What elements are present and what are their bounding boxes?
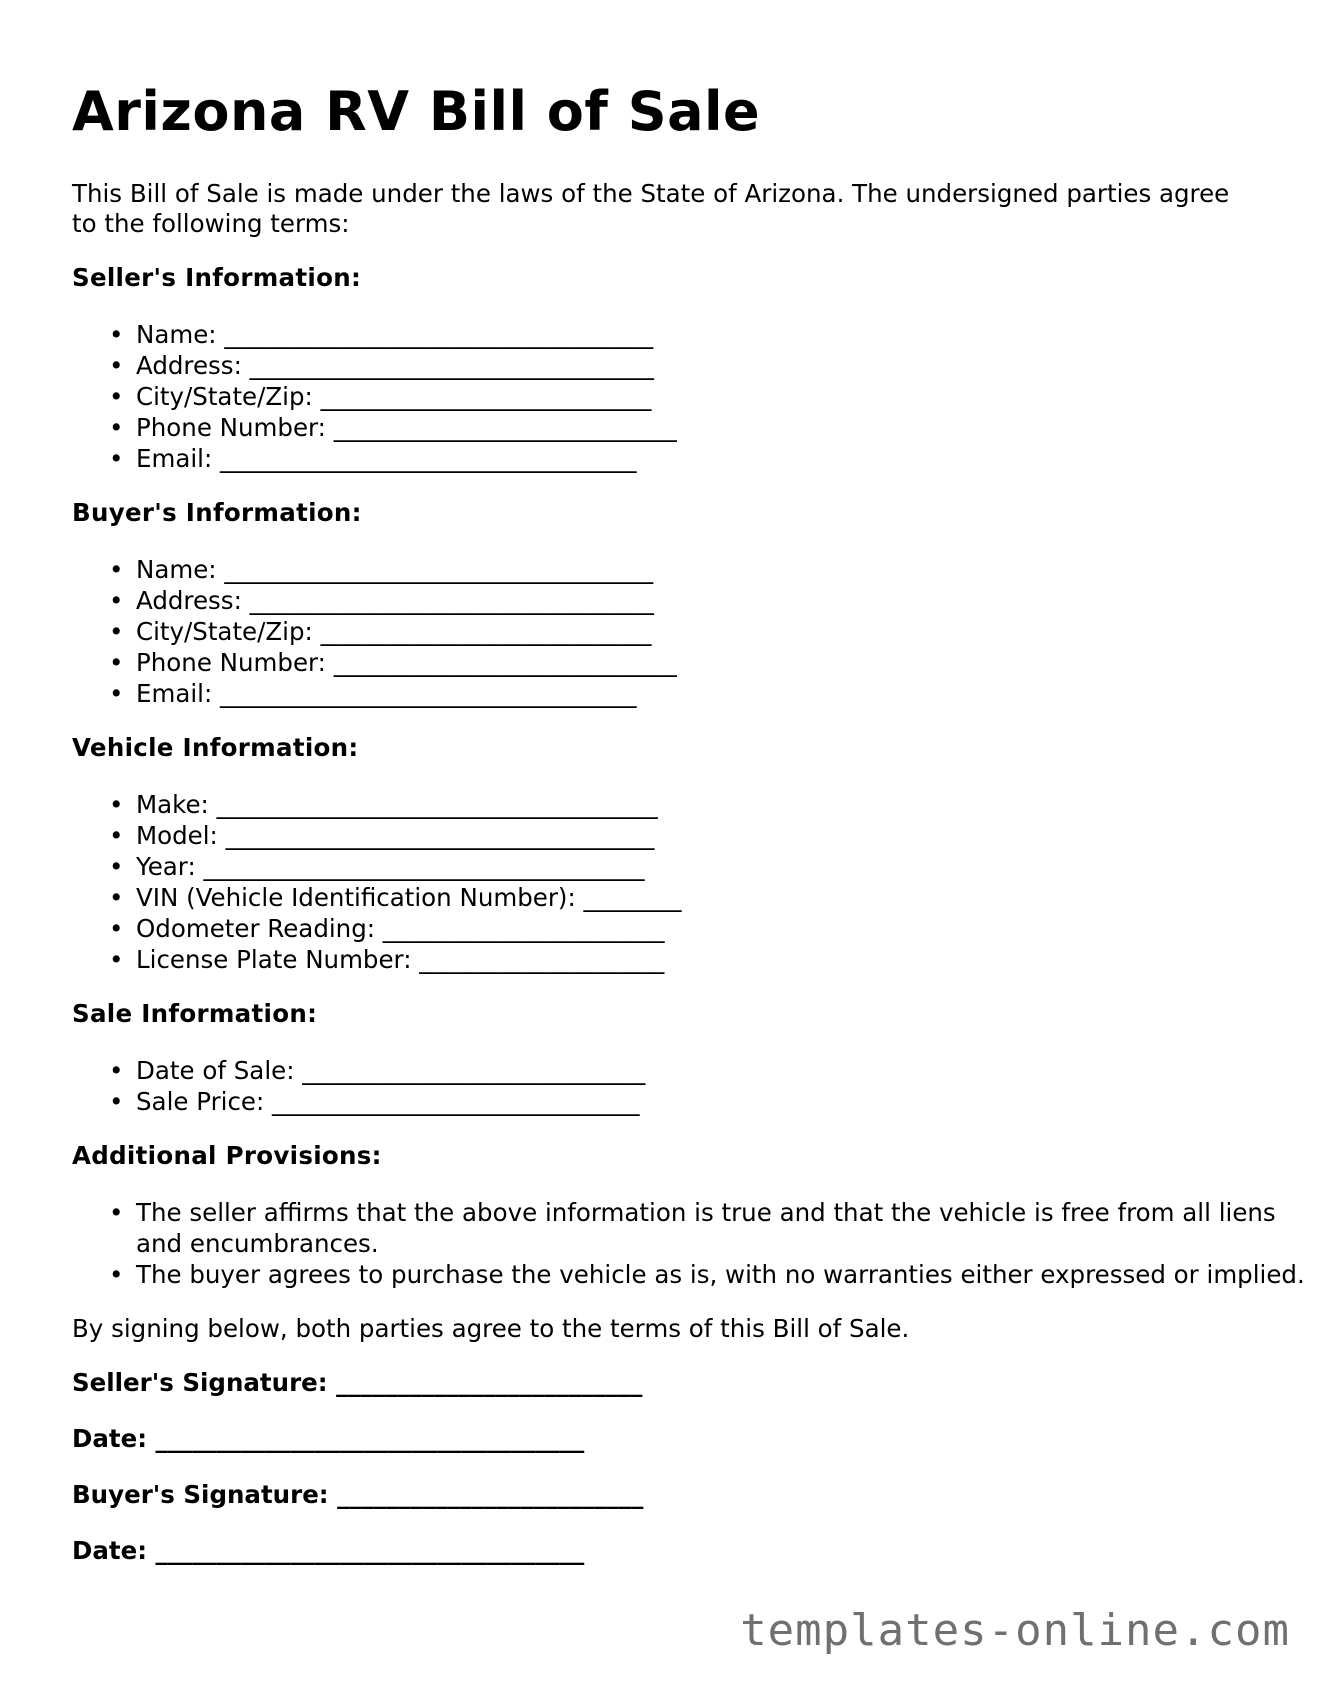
closing-statement: By signing below, both parties agree to the terms of this Bill of Sale.	[72, 1313, 910, 1343]
sale-fields-list	[72, 1055, 1252, 1117]
seller-email-field: • Email: __________________________________	[136, 443, 1252, 474]
buyer-signature-line: Buyer's Signature: _________________________	[72, 1479, 644, 1509]
vehicle-year-field: • Year: ____________________________________	[136, 851, 1252, 882]
buyer-phone-field: • Phone Number: ____________________________	[136, 647, 1252, 678]
watermark: templates-online.com	[740, 1605, 1290, 1656]
sale-price-field: • Sale Price: ______________________________	[136, 1086, 1252, 1117]
vehicle-license-plate-field: • License Plate Number: ____________________	[136, 944, 1252, 975]
seller-address-field: • Address: _________________________________	[136, 350, 1252, 381]
vehicle-heading: Vehicle Information:	[72, 732, 359, 762]
vehicle-model-field: • Model: ___________________________________	[136, 820, 1252, 851]
provision-item: • The buyer agrees to purchase the vehicle as is, with no warranties either expressed or implied.	[136, 1259, 1316, 1290]
provisions-list	[72, 1197, 1305, 1290]
seller-name-field: • Name: ___________________________________	[136, 319, 1252, 350]
buyer-email-field: • Email: __________________________________	[136, 678, 1252, 709]
vehicle-fields-list	[72, 789, 1252, 975]
buyer-name-field: • Name: ___________________________________	[136, 554, 1252, 585]
seller-phone-field: • Phone Number: ____________________________	[136, 412, 1252, 443]
seller-fields-list	[72, 319, 1252, 474]
document-page	[72, 80, 1305, 1592]
vehicle-odometer-field: • Odometer Reading: _______________________	[136, 913, 1252, 944]
seller-heading: Seller's Information:	[72, 262, 362, 292]
sale-heading: Sale Information:	[72, 998, 318, 1028]
buyer-fields-list	[72, 554, 1252, 709]
sale-date-field: • Date of Sale: ____________________________	[136, 1055, 1252, 1086]
seller-city-state-zip-field: • City/State/Zip: ___________________________	[136, 381, 1252, 412]
intro-paragraph: This Bill of Sale is made under the laws of the State of Arizona. The undersigned parties agree to the following terms:	[72, 178, 1230, 238]
provisions-heading: Additional Provisions:	[72, 1140, 382, 1170]
vehicle-vin-field: • VIN (Vehicle Identification Number): ________	[136, 882, 1252, 913]
buyer-city-state-zip-field: • City/State/Zip: ___________________________	[136, 616, 1252, 647]
buyer-address-field: • Address: _________________________________	[136, 585, 1252, 616]
provision-item: • The seller affirms that the above information is true and that the vehicle is free from all liens and encumbrances.	[136, 1197, 1316, 1259]
buyer-date-line: Date: ___________________________________	[72, 1535, 585, 1565]
seller-signature-line: Seller's Signature: _________________________	[72, 1367, 643, 1397]
seller-date-line: Date: ___________________________________	[72, 1423, 585, 1453]
page-title: Arizona RV Bill of Sale	[72, 80, 761, 143]
vehicle-make-field: • Make: ____________________________________	[136, 789, 1252, 820]
buyer-heading: Buyer's Information:	[72, 497, 362, 527]
